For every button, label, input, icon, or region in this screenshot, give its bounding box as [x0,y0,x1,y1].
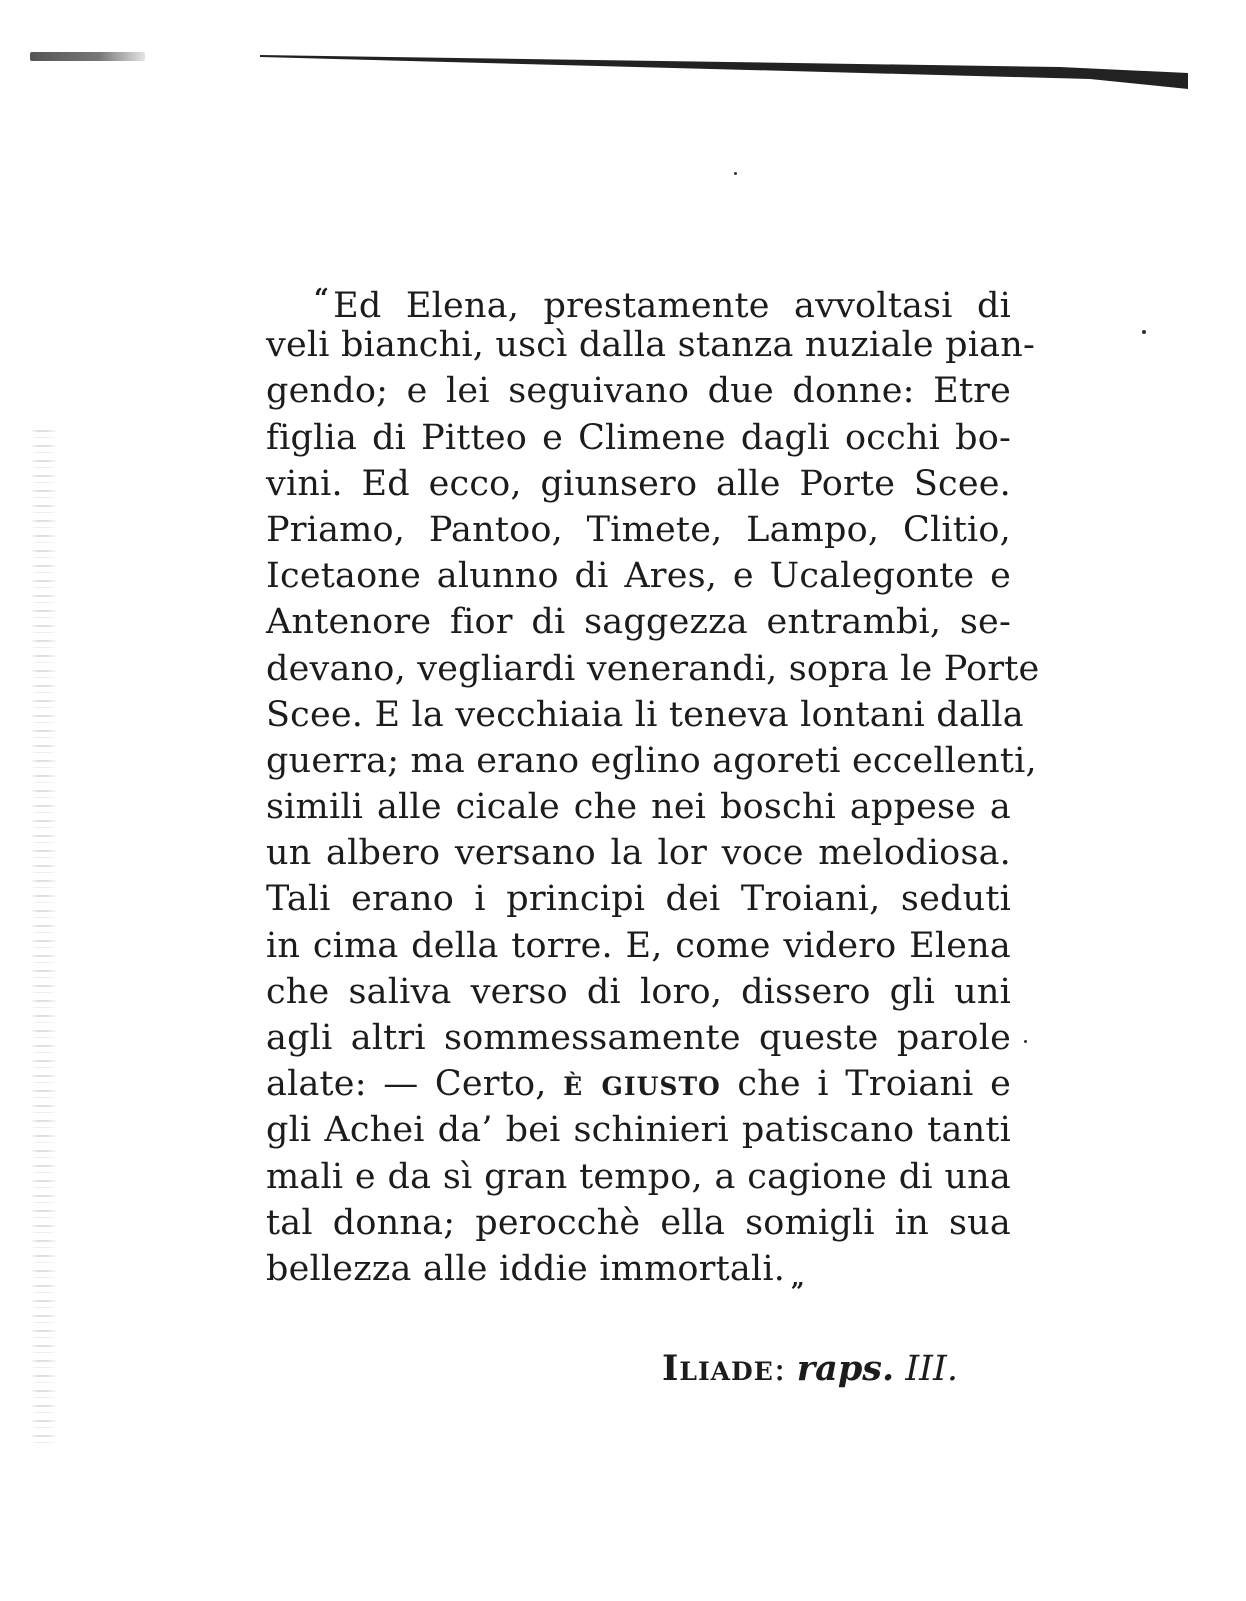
passage-line-15: in cima della torre. E, come videro Elena [266,925,1011,966]
passage-line-12: simili alle cicale che nei boschi appese a [266,787,1011,828]
passage-line-20: mali e da sì gran tempo, a cagione di una [266,1156,1011,1197]
passage-text: bellezza alle iddie immortali. [266,1248,786,1289]
passage-line-9: devano, vegliardi venerandi, sopra le Porte [266,648,1040,689]
passage-line-11: guerra; ma erano eglino agoreti eccellenti, [266,740,1037,781]
passage-line-18 [266,1061,1011,1107]
passage-line-21: tal donna; perocchè ella somigli in sua [266,1202,1011,1243]
passage-line-6: Priamo, Pantoo, Timete, Lampo, Clitio, [266,509,1011,550]
top-rule-fragment [30,52,145,61]
passage-line-5: vini. Ed ecco, giunsero alle Porte Scee. [266,463,1011,504]
scan-speck [1142,330,1146,334]
quoted-passage [266,276,1040,1292]
scan-speck [1024,1040,1027,1043]
citation-work: Iliade [662,1348,774,1389]
passage-line-7: Icetaone alunno di Ares, e Ucalegonte e [266,556,1011,597]
passage-line-13: un albero versano la lor voce melodiosa. [266,833,1011,874]
top-rule [260,55,1188,59]
citation-number: III. [905,1349,958,1389]
passage-text: alate: — Certo, [266,1064,547,1105]
scan-edge-artifact [30,430,58,1450]
passage-line-10: Scee. E la vecchiaia li teneva lontani dalla [266,694,1024,735]
opening-quote-mark: “ [314,284,330,314]
passage-line-19: gli Achei da’ bei schinieri patiscano tanti [266,1110,1011,1151]
passage-line-4: figlia di Pitteo e Climene dagli occhi bo- [266,417,1011,458]
passage-line-1 [266,276,1011,326]
citation [662,1348,958,1389]
passage-line-3: gendo; e lei seguivano due donne: Etre [266,371,1011,412]
passage-line-8: Antenore fior di saggezza entrambi, se- [266,602,1011,643]
citation-separator: : [773,1349,786,1389]
passage-line-22 [266,1246,1011,1292]
passage-text: Ed Elena, prestamente avvoltasi di [333,286,1011,326]
passage-line-16: che saliva verso di loro, dissero gli uni [266,971,1011,1012]
passage-text: che i Troiani e [737,1064,1011,1105]
citation-book: raps. [796,1348,895,1389]
emphasis-giusto: è giusto [563,1063,721,1105]
scan-speck [734,172,737,175]
closing-quote-mark: „ [791,1262,806,1292]
passage-line-17: agli altri sommessamente queste parole [266,1018,1011,1058]
passage-line-2: veli bianchi, uscì dalla stanza nuziale pian- [266,325,1035,366]
top-rule-line [260,55,1188,89]
passage-line-14: Tali erano i principi dei Troiani, seduti [266,879,1011,920]
